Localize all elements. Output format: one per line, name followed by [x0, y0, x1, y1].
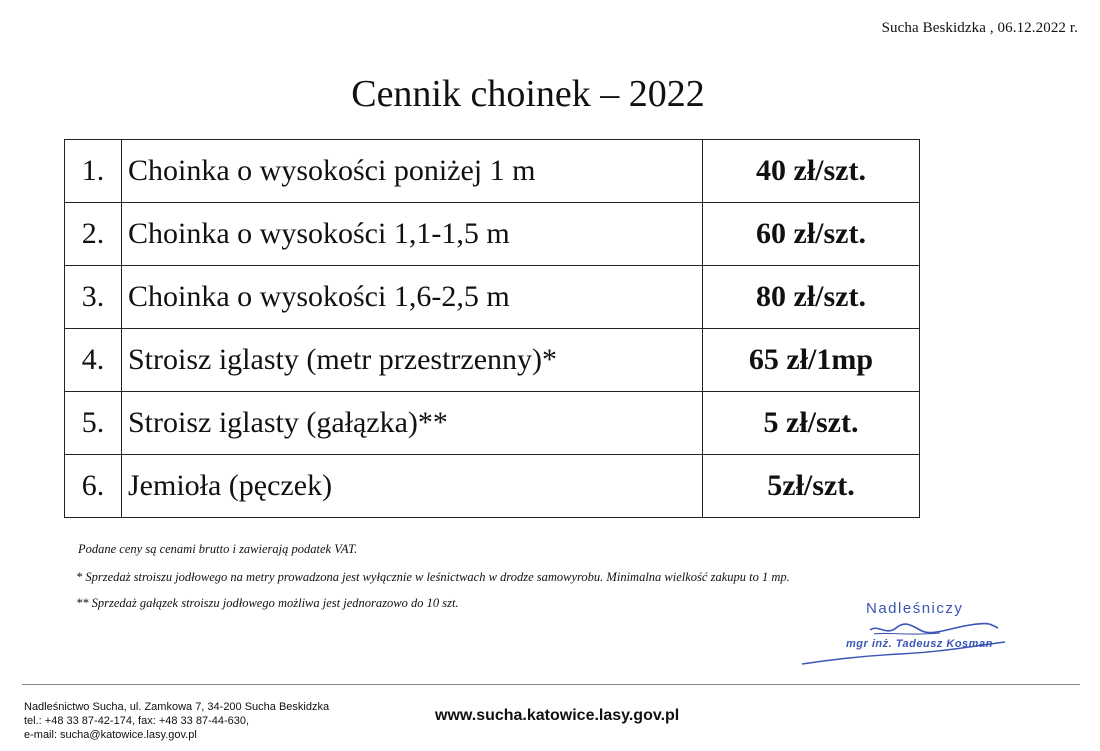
item-price: 65 zł/1mp [703, 329, 920, 392]
item-name: Choinka o wysokości 1,6-2,5 m [122, 266, 703, 329]
table-row [65, 203, 920, 266]
signature-stamp [800, 598, 1010, 672]
item-name: Choinka o wysokości poniżej 1 m [122, 140, 703, 203]
row-number: 2. [65, 203, 122, 266]
footer-address [24, 700, 329, 742]
row-number: 6. [65, 455, 122, 518]
item-name: Choinka o wysokości 1,1-1,5 m [122, 203, 703, 266]
footnote-double-star: ** Sprzedaż gałązek stroiszu jodłowego możliwa jest jednorazowo do 10 szt. [76, 596, 459, 610]
item-price: 5 zł/szt. [703, 392, 920, 455]
item-price: 80 zł/szt. [703, 266, 920, 329]
row-number: 5. [65, 392, 122, 455]
row-number: 3. [65, 266, 122, 329]
vat-note: Podane ceny są cenami brutto i zawierają podatek VAT. [78, 542, 358, 556]
website-url: www.sucha.katowice.lasy.gov.pl [435, 707, 680, 724]
item-price: 40 zł/szt. [703, 140, 920, 203]
document-title: Cennik choinek – 2022 [351, 73, 705, 115]
item-price: 5zł/szt. [703, 455, 920, 518]
table-row [65, 455, 920, 518]
email-line: e-mail: sucha@katowice.lasy.gov.pl [24, 729, 197, 741]
price-table [64, 139, 920, 518]
phone-fax-line: tel.: +48 33 87-42-174, fax: +48 33 87-44-630, [24, 715, 250, 727]
table-row [65, 329, 920, 392]
item-name: Stroisz iglasty (metr przestrzenny)* [122, 329, 703, 392]
table-row [65, 140, 920, 203]
footnote-single-star: * Sprzedaż stroiszu jodłowego na metry prowadzona jest wyłącznie w leśnictwach w drodze samowyrobu. Minimalna wielkość zakupu to 1 mp. [76, 570, 790, 584]
table-row [65, 266, 920, 329]
table-row [65, 392, 920, 455]
item-price: 60 zł/szt. [703, 203, 920, 266]
place-date: Sucha Beskidzka , 06.12.2022 r. [881, 20, 1078, 36]
address-line: Nadleśnictwo Sucha, ul. Zamkowa 7, 34-200 Sucha Beskidzka [24, 701, 330, 713]
item-name: Jemioła (pęczek) [122, 455, 703, 518]
footer-divider [22, 684, 1080, 685]
item-name: Stroisz iglasty (gałązka)** [122, 392, 703, 455]
row-number: 1. [65, 140, 122, 203]
stamp-name: mgr inż. Tadeusz Kosman [846, 638, 993, 650]
stamp-title: Nadleśniczy [866, 600, 964, 617]
row-number: 4. [65, 329, 122, 392]
